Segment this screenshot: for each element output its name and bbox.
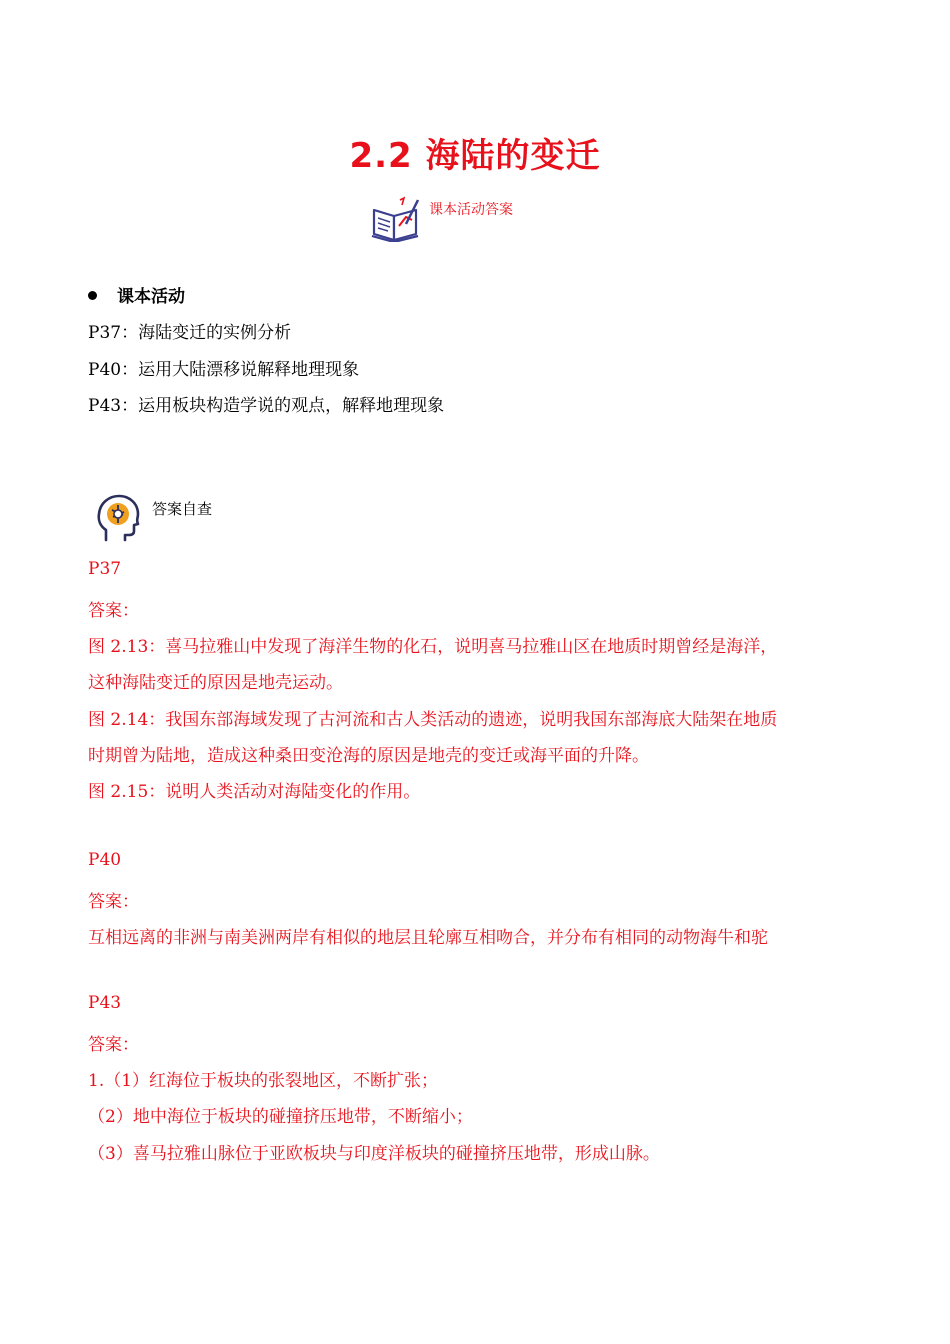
p37-answer-label: 答案： (88, 601, 139, 621)
p43-page: P43 (88, 993, 122, 1013)
p43-answer-label: 答案： (88, 1035, 139, 1055)
activity-item: P40：运用大陆漂移说解释地理现象 (88, 360, 360, 380)
activity-item: P43：运用板块构造学说的观点，解释地理现象 (88, 396, 445, 416)
p37-answer-line: 这种海陆变迁的原因是地壳运动。 (88, 673, 343, 693)
p40-page: P40 (88, 850, 122, 870)
self-check-label: 答案自查 (152, 500, 213, 518)
answer-badge-label: 课本活动答案 (429, 202, 513, 218)
activity-item: P37：海陆变迁的实例分析 (88, 323, 292, 343)
page-title: 2.2 海陆的变迁 (349, 136, 601, 176)
p43-answer-line: （2）地中海位于板块的碰撞挤压地带，不断缩小； (88, 1107, 473, 1127)
p43-answer-line: 1.（1）红海位于板块的张裂地区，不断扩张； (88, 1071, 439, 1091)
p37-answer-line: 时期曾为陆地，造成这种桑田变沧海的原因是地壳的变迁或海平面的升降。 (88, 746, 649, 766)
p37-answer-line: 图 2.13：喜马拉雅山中发现了海洋生物的化石，说明喜马拉雅山区在地质时期曾经是海洋， (88, 637, 778, 657)
head-icon (96, 494, 140, 542)
p37-page: P37 (88, 559, 122, 579)
p37-answer-line: 图 2.14：我国东部海域发现了古河流和古人类活动的遗迹，说明我国东部海底大陆架在地质 (88, 710, 778, 730)
p40-answer-label: 答案： (88, 892, 139, 912)
activities-heading (88, 282, 185, 307)
p43-answer-line: （3）喜马拉雅山脉位于亚欧板块与印度洋板块的碰撞挤压地带，形成山脉。 (88, 1144, 660, 1164)
activities-heading-text: 课本活动 (117, 287, 185, 307)
p37-answer-line: 图 2.15：说明人类活动对海陆变化的作用。 (88, 782, 421, 802)
book-icon (370, 196, 422, 242)
p40-answer-line: 互相远离的非洲与南美洲两岸有相似的地层且轮廓互相吻合，并分布有相同的动物海牛和驼 (88, 928, 768, 948)
bullet-icon (88, 291, 97, 300)
